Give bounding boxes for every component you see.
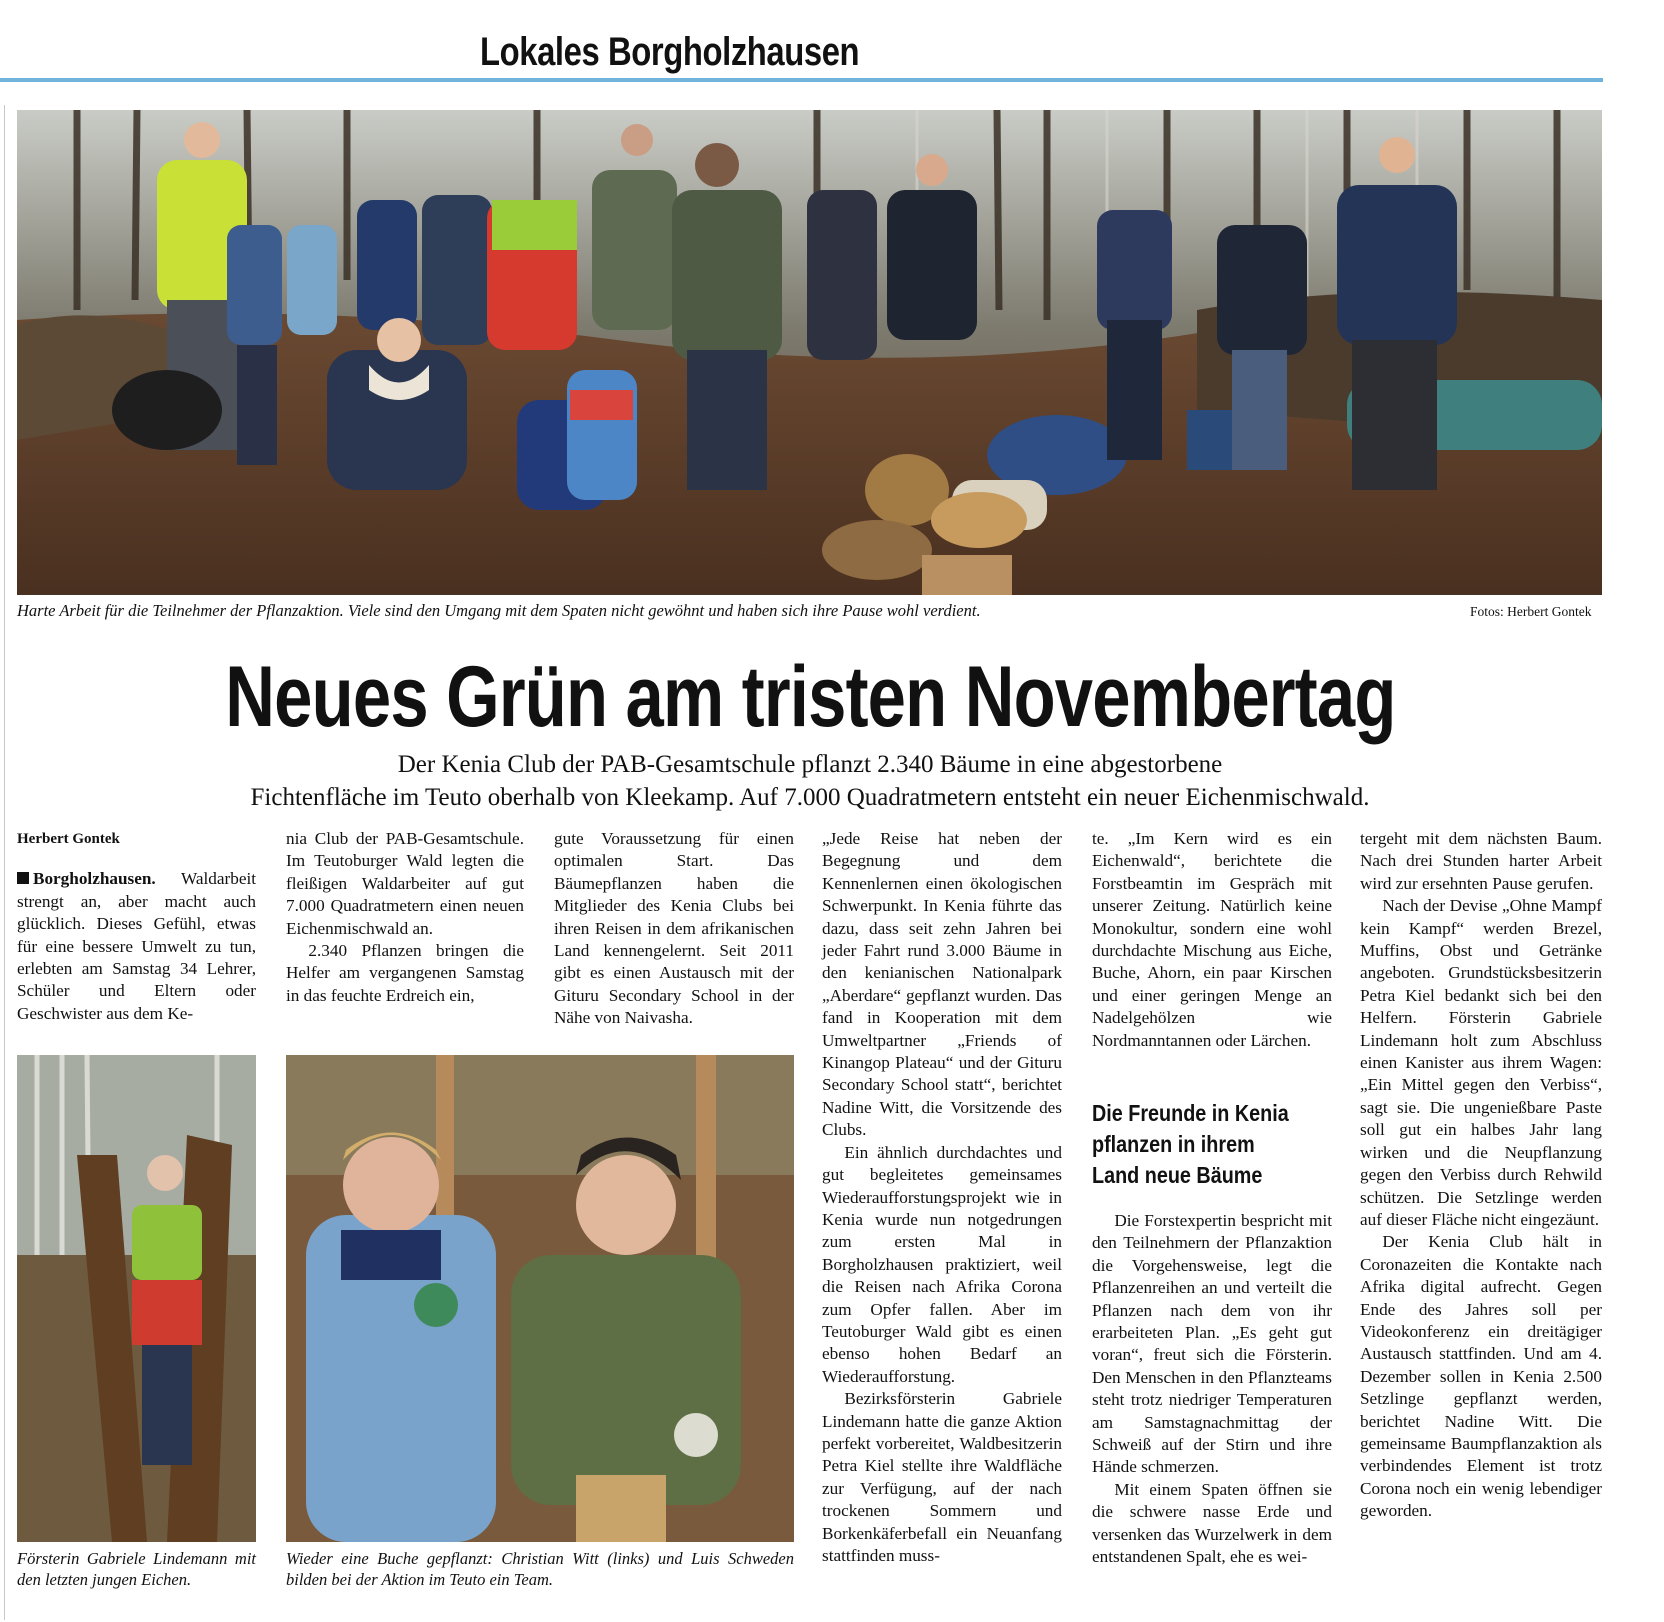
- col5-paragraph-1: te. „Im Kern wird es ein Eichenwald“, berichtete die Forstbeamtin im Gespräch mit unserer Zeitung. Natürlich keine Monokultur, sondern eine wohl durchdachte Mischung aus Eiche, Buche, Ahorn, ein paar Kirschen und einer geringen Menge an Nadelgehölzen wie Nordmanntannen oder Lärchen.: [1092, 829, 1332, 1050]
- headline-text: Neues Grün am tristen Novembertag: [224, 649, 1396, 745]
- main-photo-caption: Harte Arbeit für die Teilnehmer der Pflanzaktion. Viele sind den Umgang mit dem Spaten nicht gewöhnt und haben sich ihre Pause wohl verdient.: [17, 601, 981, 620]
- article-column-6: [1360, 828, 1602, 1523]
- article-intro: [17, 868, 256, 1025]
- article-column-3: [554, 828, 794, 1030]
- intro-text: Waldarbeit strengt an, aber macht auch glücklich. Dieses Gefühl, etwas für eine bessere Umwelt zu tun, erlebten am Samstag 34 Lehrer, Schüler und Eltern oder Geschwister aus dem Ke-: [17, 869, 256, 1023]
- page-margin-rule: [4, 105, 5, 1620]
- article-column-4: [822, 828, 1062, 1567]
- col4-paragraph-2: Ein ähnlich durchdachtes und gut begleitetes gemeinsames Wiederaufforstungsprojekt wie in Kenia wurde nun notgedrungen zum ersten Mal in Borgholzhausen praktiziert, weil die Reisen nach Afrika Corona zum Opfer fallen. Aber im Teutoburger Wald gibt es einen ebenso hohen Bedarf an Wiederaufforstung.: [822, 1142, 1062, 1386]
- article-column-5-top: [1092, 828, 1332, 1052]
- photo-two-planters-with-spade: [286, 1055, 794, 1542]
- dateline-square-icon: [17, 872, 29, 884]
- team-photo-caption: Wieder eine Buche gepflanzt: Christian Witt (links) und Luis Schweden bilden bei der Aktion im Teuto ein Team.: [286, 1549, 794, 1589]
- col4-paragraph-1: „Jede Reise hat neben der Begegnung und dem Kennenlernen einen ökologischen Schwerpunkt. In Kenia führte das dazu, dass seit zehn Jahren bei jeder Fahrt rund 3.000 Bäume in den kenianischen Nationalpark „Aberdare“ gepflanzt wurden. Das fand in Kooperation mit dem Umweltpartner „Friends of Kinangop Plateau“ und der Gituru Secondary School statt“, berichtet Nadine Witt, die Vorsitzende des Clubs.: [822, 829, 1062, 1140]
- col6-paragraph-2: Nach der Devise „Ohne Mampf kein Kampf“ werden Brezel, Muffins, Obst und Getränke angeboten. Grundstücksbesitzerin Petra Kiel bedankt sich bei den Helfern. Försterin Gabriele Lindemann holt zum Abschluss einen Kanister aus ihrem Wagen: „Ein Mittel gegen den Verbiss“, sagt sie. Die ungenießbare Paste soll gut ein halbes Jahr lang wirken und die Neupflanzung gegen den Verbiss durch Rehwild schützen. Die Setzlinge werden auf dieser Fläche nicht eingezäunt.: [1360, 896, 1602, 1229]
- subhead-line-1: Der Kenia Club der PAB-Gesamtschule pflanzt 2.340 Bäume in eine abgestorbene: [397, 751, 1223, 778]
- article-column-5-bottom: [1092, 1210, 1332, 1569]
- section-rule: [0, 78, 1603, 82]
- byline: Herbert Gontek: [17, 831, 120, 847]
- col6-paragraph-1: tergeht mit dem nächsten Baum. Nach drei Stunden harter Arbeit wird zur ersehnten Pause gerufen.: [1360, 829, 1602, 893]
- col2-paragraph-2: 2.340 Pflanzen bringen die Helfer am vergangenen Samstag in das feuchte Erdreich ein,: [286, 941, 524, 1005]
- dateline: Borgholzhausen.: [33, 869, 156, 889]
- col6-paragraph-3: Der Kenia Club hält in Coronazeiten die Kontakte nach Afrika digital aufrecht. Gegen Ende des Jahres soll per Videokonferenz ein dreitägiger Austausch stattfinden. Und am 4. Dezember sollen in Kenia 2.500 Setzlinge gepflanzt werden, berichtet Nadine Witt. Die gemeinsame Baumpflanzaktion als verbindendes Element ist trotz Corona noch ein wenig lebendiger geworden.: [1360, 1232, 1602, 1521]
- article-column-2: [286, 828, 524, 1007]
- photo-forester-with-oak-saplings: [17, 1055, 256, 1542]
- main-photo-group-in-forest: [17, 110, 1602, 595]
- forester-photo-caption: Försterin Gabriele Lindemann mit den letzten jungen Eichen.: [17, 1549, 256, 1589]
- section-title: Lokales Borgholzhausen: [480, 30, 860, 74]
- col3-paragraph-1: gute Voraussetzung für einen optimalen Start. Das Bäumepflanzen haben die Mitglieder des Kenia Clubs bei ihren Reisen in dem afrikanischen Land kennengelernt. Seit 2011 gibt es einen Austausch mit der Gituru Secondary School in der Nähe von Naivasha.: [554, 829, 794, 1028]
- photo-credit: Fotos: Herbert Gontek: [1470, 604, 1592, 619]
- col5-paragraph-2: Die Forstexpertin bespricht mit den Teilnehmern der Pflanzaktion die Vorgehensweise, legt die Pflanzenreihen an und verteilt die Pflanzen nach dem von ihr erarbeiteten Plan. „Es geht gut voran“, freut sich die Försterin. Den Menschen in den Pflanzteams steht trotz niedriger Temperaturen am Samstagnachmittag der Schweiß auf der Stirn und ihre Hände schmerzen.: [1092, 1211, 1332, 1477]
- col2-paragraph-1: nia Club der PAB-Gesamtschule. Im Teutoburger Wald legten die fleißigen Waldarbeiter auf gut 7.000 Quadratmetern einen neuen Eichenmischwald an.: [286, 829, 524, 938]
- col5-paragraph-3: Mit einem Spaten öffnen sie die schwere nasse Erde und versenken das Wurzelwerk in dem entstandenen Spalt, ehe es wei-: [1092, 1479, 1332, 1567]
- article-headline: [0, 648, 1620, 747]
- article-subhead: [0, 748, 1620, 814]
- article-column-1: [17, 828, 256, 1025]
- article-subheading: Die Freunde in Kenia pflanzen in ihrem Land neue Bäume: [1092, 1100, 1289, 1188]
- col4-paragraph-3: Bezirksförsterin Gabriele Lindemann hatte die ganze Aktion perfekt vorbereitet, Waldbesitzerin Petra Kiel stellte ihre Waldfläche zur Verfügung, auf der nach trockenen Sommern und Borkenkäferbefall ein Neuanfang stattfinden muss-: [822, 1389, 1062, 1565]
- subhead-line-2: Fichtenfläche im Teuto oberhalb von Kleekamp. Auf 7.000 Quadratmetern entsteht ein neuer Eichenmischwald.: [250, 784, 1370, 811]
